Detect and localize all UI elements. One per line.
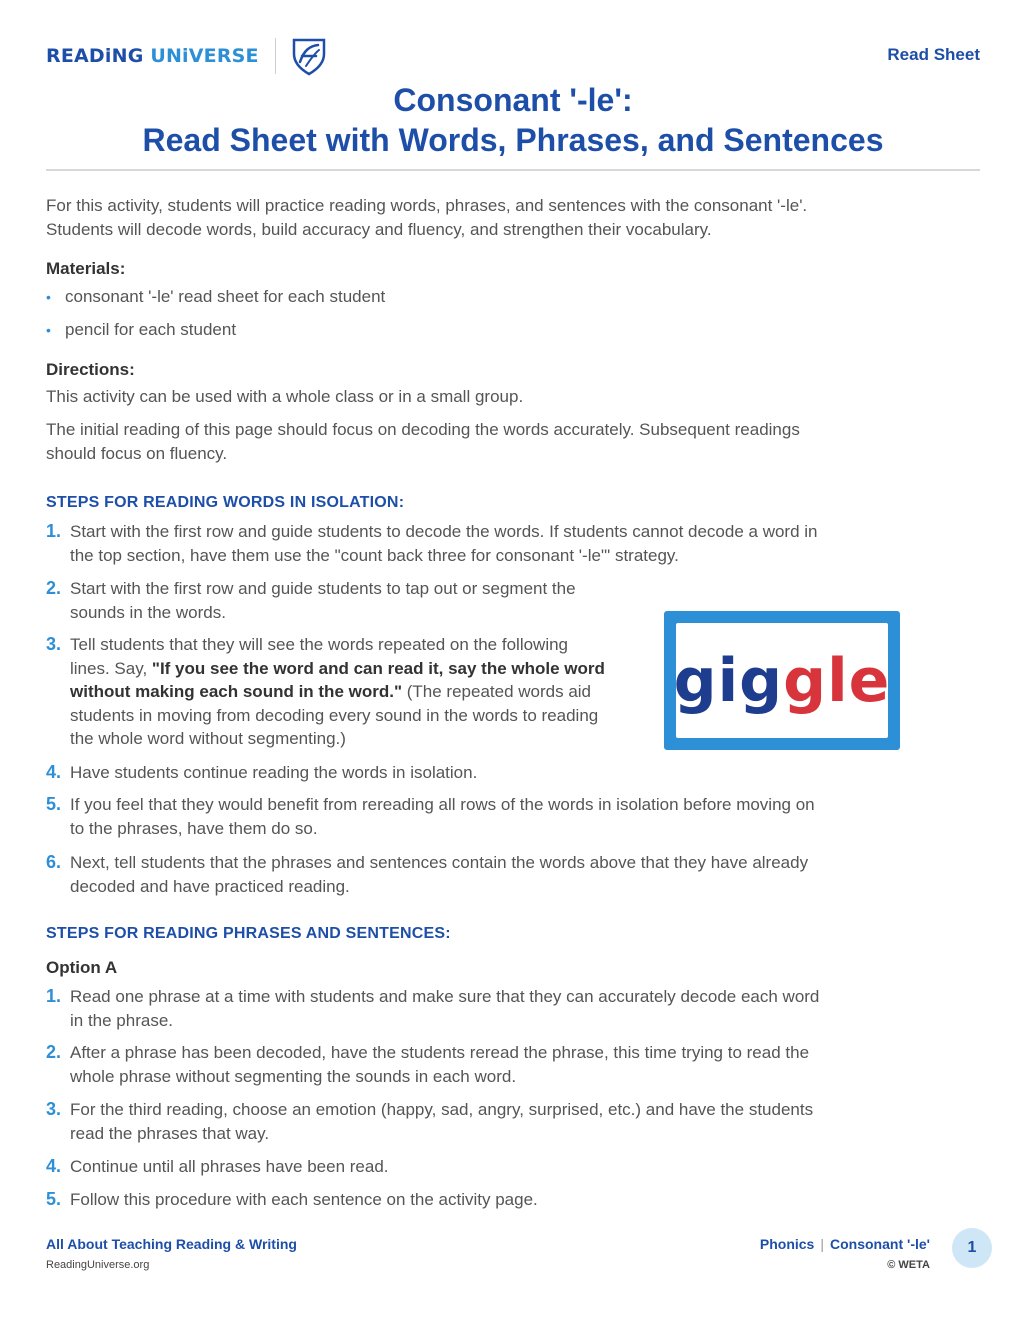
step-number: 5. <box>46 794 62 814</box>
example-word-ending: gle <box>783 645 891 716</box>
directions-p2-line-1: The initial reading of this page should focus on decoding the words accurately. Subsequent readings <box>46 420 800 439</box>
example-word <box>674 646 891 716</box>
example-word-prefix: gig <box>673 645 784 716</box>
step-line: to the phrases, have them do so. <box>70 818 318 838</box>
step-number: 2. <box>46 578 62 598</box>
phrases-steps-heading: STEPS FOR READING PHRASES AND SENTENCES: <box>46 925 451 942</box>
isolation-step-6 <box>46 851 808 898</box>
step-line: Follow this procedure with each sentence on the activity page. <box>70 1190 538 1209</box>
phrases-step-3 <box>46 1098 813 1145</box>
step-number: 3. <box>46 1099 62 1119</box>
aft-shield-icon <box>288 36 330 76</box>
step-text <box>70 985 819 1032</box>
directions-p2-line-2: should focus on fluency. <box>46 444 228 463</box>
step-text <box>70 1041 809 1088</box>
step-line: students in moving from decoding every sound in the words to reading <box>70 705 599 725</box>
intro-paragraph <box>46 194 807 242</box>
directions-paragraph-1: This activity can be used with a whole class or in a small group. <box>46 387 524 406</box>
isolation-step-2 <box>46 577 576 624</box>
footer-separator: | <box>820 1236 824 1252</box>
material-item-text: pencil for each student <box>65 320 237 339</box>
step-line: If you feel that they would benefit from rereading all rows of the words in isolation before moving on <box>70 795 815 814</box>
step-text <box>70 577 576 624</box>
title-divider <box>46 169 980 171</box>
step-line: Next, tell students that the phrases and sentences contain the words above that they have already <box>70 853 809 872</box>
step-number: 6. <box>46 852 62 872</box>
directions-heading: Directions: <box>46 360 135 379</box>
list-item <box>46 318 236 342</box>
intro-line-2: Students will decode words, build accuracy and fluency, and strengthen their vocabulary. <box>46 220 712 239</box>
step-text <box>70 761 477 785</box>
step-text <box>70 1155 389 1179</box>
step-number: 1. <box>46 521 62 541</box>
step-line: read the phrases that way. <box>70 1123 270 1143</box>
page-number-badge: 1 <box>952 1228 992 1268</box>
step-line: the top section, have them use the "count back three for consonant '-le'" strategy. <box>70 545 679 565</box>
reading-universe-logo <box>46 36 330 76</box>
directions-paragraph-2 <box>46 418 800 466</box>
step-number: 4. <box>46 762 62 782</box>
step-text <box>70 1098 813 1145</box>
step-line: in the phrase. <box>70 1010 174 1030</box>
logo-part-universe: UNiVERSE <box>150 45 259 67</box>
isolation-step-5 <box>46 793 815 840</box>
footer-topic: Consonant '-le' <box>830 1236 930 1252</box>
step-text <box>70 793 815 840</box>
step-text-plain: lines. Say, <box>70 658 152 678</box>
step-number: 1. <box>46 986 62 1006</box>
step-text <box>70 633 605 751</box>
step-quote-bold: "If you see the word and can read it, say the whole word <box>151 658 605 678</box>
isolation-step-1 <box>46 520 818 567</box>
step-line: After a phrase has been decoded, have the students reread the phrase, this time trying to read the <box>70 1043 810 1062</box>
title-line-2: Read Sheet with Words, Phrases, and Sentences <box>142 122 884 158</box>
step-line: For the third reading, choose an emotion (happy, sad, angry, surprised, etc.) and have the students <box>70 1100 814 1119</box>
logo-part-reading: READiNG <box>46 45 151 67</box>
list-item <box>46 285 385 309</box>
footer-breadcrumb <box>760 1236 930 1252</box>
step-number: 2. <box>46 1042 62 1062</box>
step-number: 4. <box>46 1156 62 1176</box>
option-a-heading: Option A <box>46 958 118 977</box>
bullet-icon: • <box>46 289 51 305</box>
step-number: 5. <box>46 1189 62 1209</box>
step-line: decoded and have practiced reading. <box>70 876 350 896</box>
step-line <box>70 657 605 681</box>
step-line: Continue until all phrases have been read. <box>70 1157 389 1176</box>
step-text <box>70 1188 538 1212</box>
footer-category: Phonics <box>759 1236 815 1252</box>
step-line: Start with the first row and guide students to decode the words. If students cannot decode a word in <box>70 522 818 541</box>
step-line: Start with the first row and guide students to tap out or segment the <box>70 579 576 598</box>
step-line <box>70 680 605 704</box>
step-line: whole phrase without segmenting the sounds in each word. <box>70 1066 517 1086</box>
step-text <box>70 851 808 898</box>
isolation-step-3 <box>46 633 605 751</box>
isolation-steps-heading: STEPS FOR READING WORDS IN ISOLATION: <box>46 494 405 511</box>
intro-line-1: For this activity, students will practice reading words, phrases, and sentences with the consonant '-le'. <box>46 196 808 215</box>
sheet-type-label: Read Sheet <box>887 45 980 64</box>
step-line: sounds in the words. <box>70 602 226 622</box>
example-word-card <box>664 611 900 750</box>
footer-copyright: © WETA <box>887 1259 930 1271</box>
step-line: Have students continue reading the words in isolation. <box>70 763 478 782</box>
material-item-text: consonant '-le' read sheet for each student <box>65 287 386 306</box>
logo-wordmark <box>46 45 259 67</box>
phrases-step-5 <box>46 1188 538 1212</box>
bullet-icon: • <box>46 322 51 338</box>
step-text <box>70 520 818 567</box>
step-line: Read one phrase at a time with students and make sure that they can accurately decode each word <box>70 987 820 1006</box>
page-title <box>46 80 980 160</box>
step-line: Tell students that they will see the words repeated on the following <box>70 635 569 654</box>
title-line-1: Consonant '-le': <box>393 82 633 118</box>
isolation-step-4 <box>46 761 477 785</box>
page-header <box>46 36 980 76</box>
example-word-card-inner <box>673 623 891 738</box>
step-quote-bold: without making each sound in the word." <box>70 682 403 701</box>
logo-divider <box>275 38 276 74</box>
footer-series: All About Teaching Reading & Writing <box>46 1236 297 1252</box>
phrases-step-1 <box>46 985 819 1032</box>
step-text-plain: (The repeated words aid <box>402 682 592 701</box>
materials-heading: Materials: <box>46 259 126 278</box>
footer-site: ReadingUniverse.org <box>46 1259 150 1271</box>
step-line: the whole word without segmenting.) <box>70 729 346 748</box>
phrases-step-4 <box>46 1155 389 1179</box>
phrases-step-2 <box>46 1041 809 1088</box>
step-number: 3. <box>46 634 62 654</box>
